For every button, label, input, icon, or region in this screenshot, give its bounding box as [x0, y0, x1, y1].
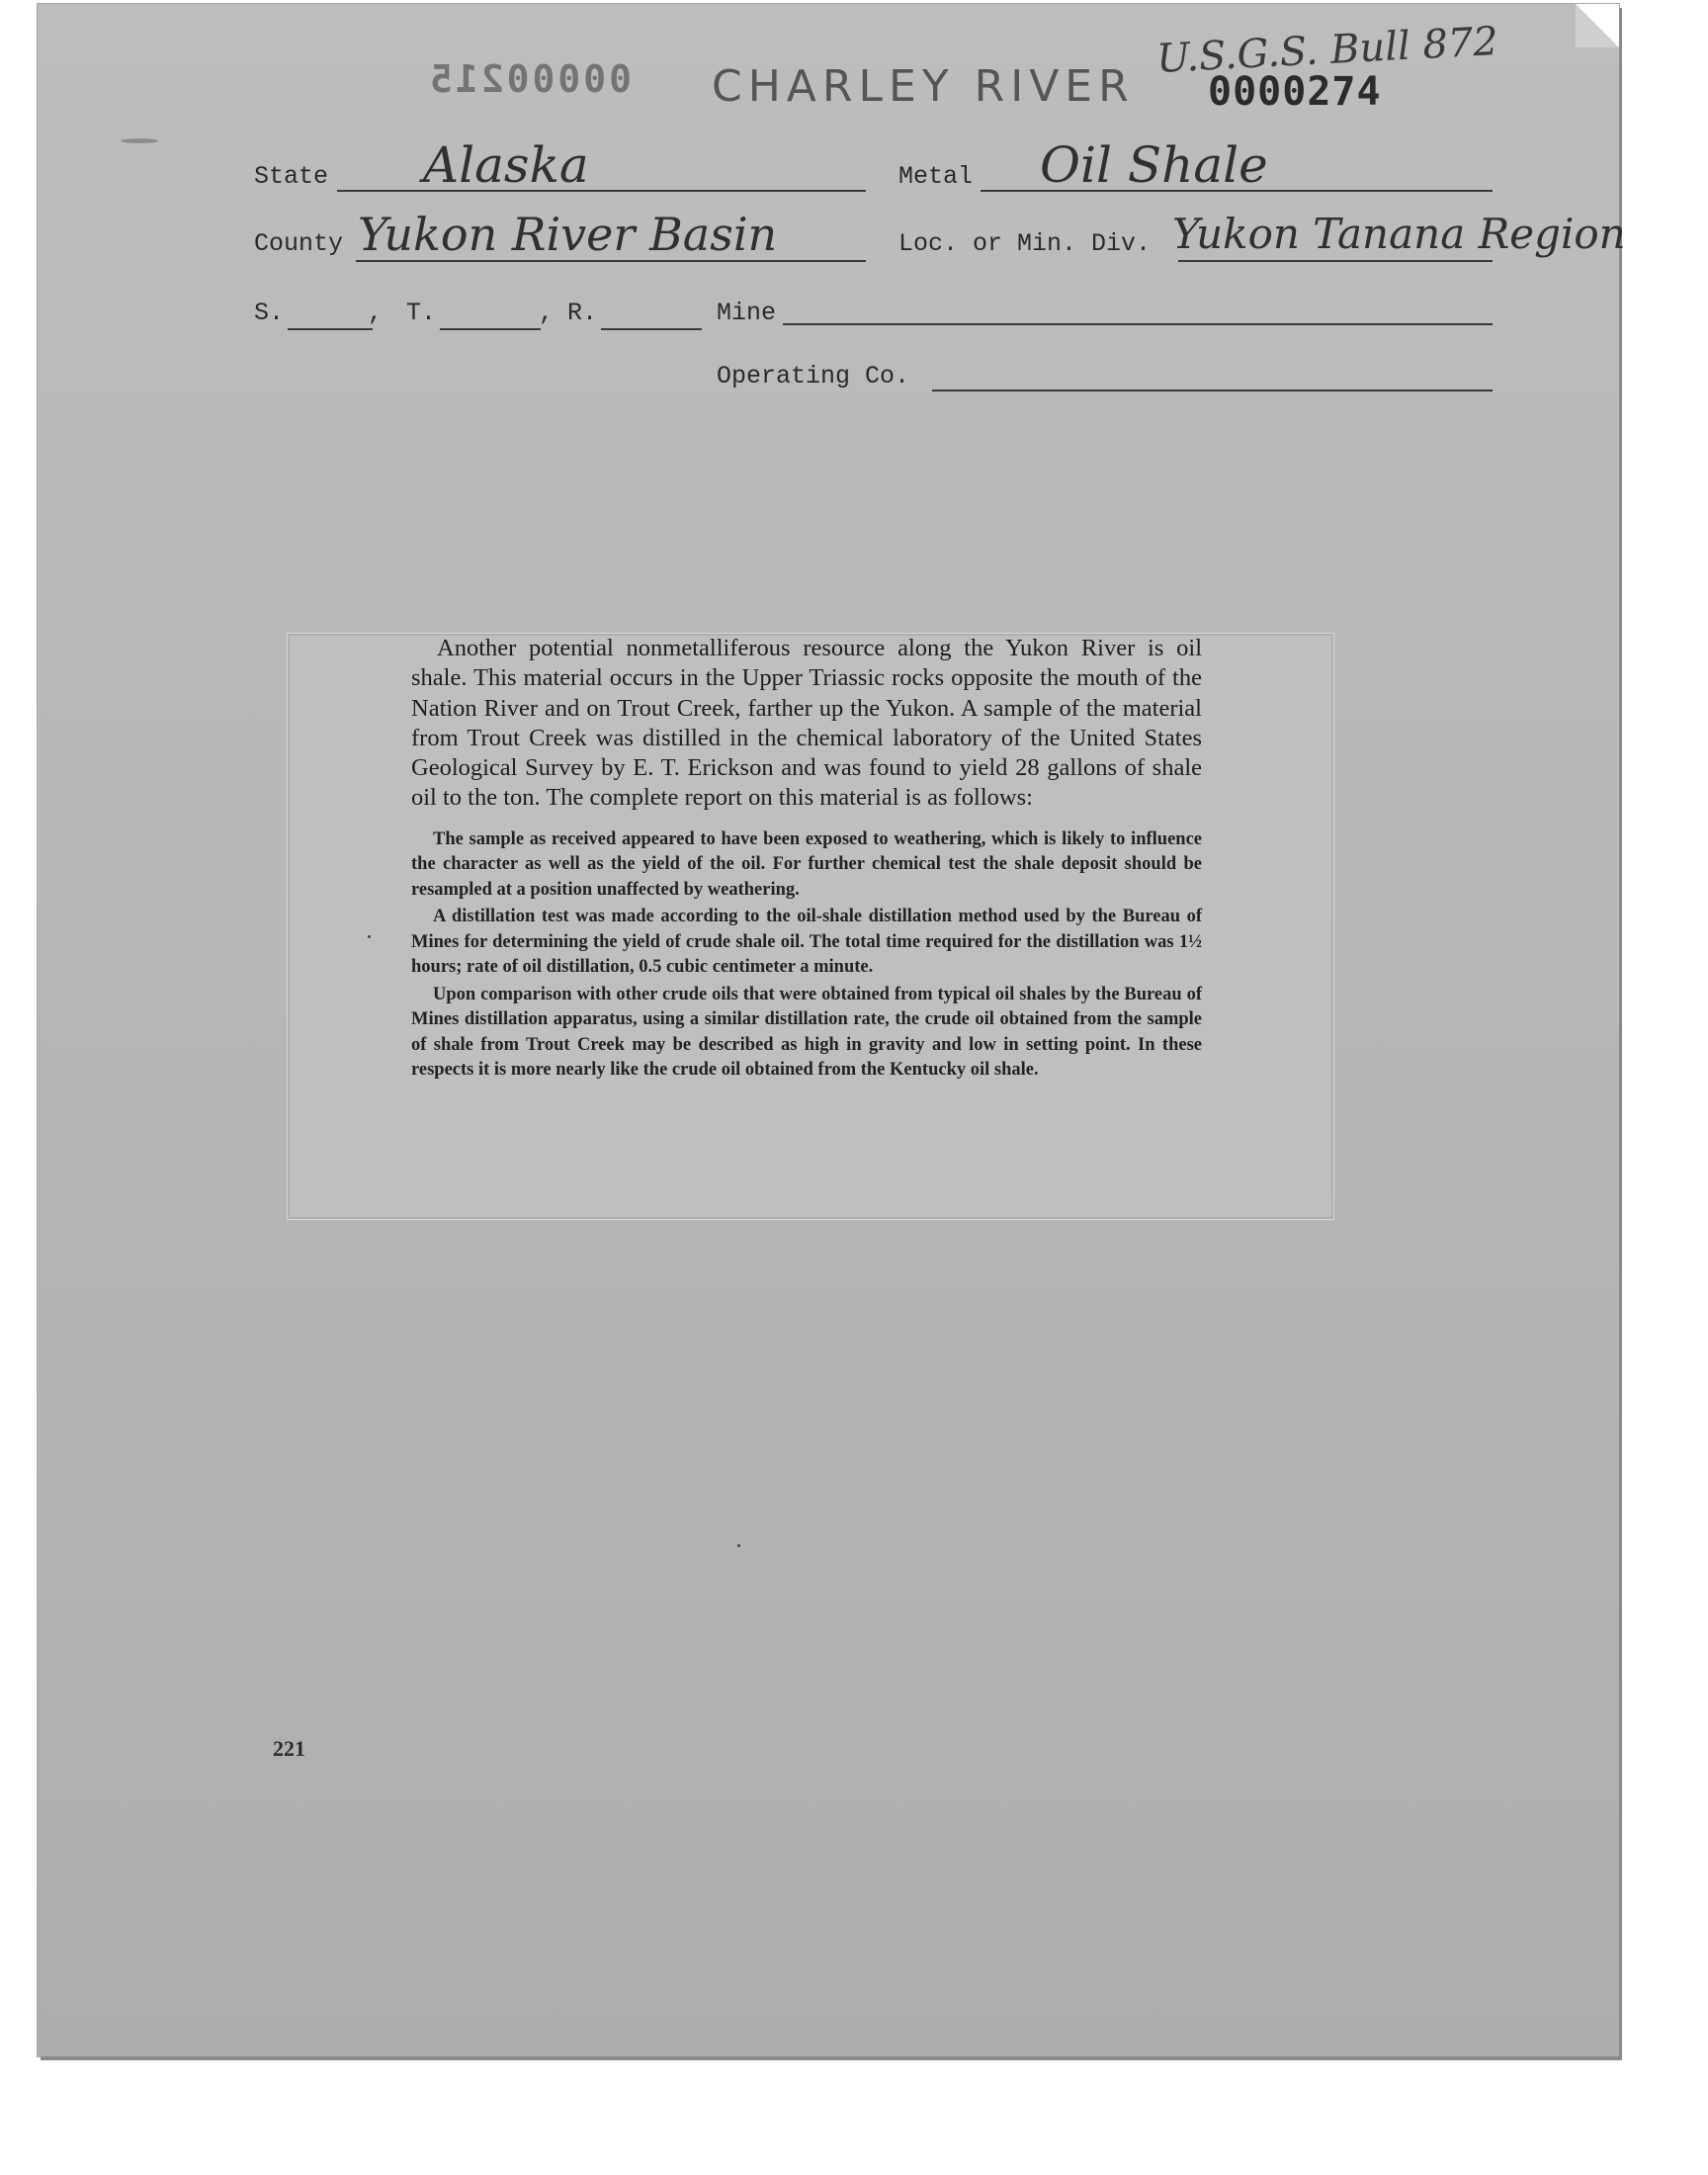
report-paragraph-weathering: The sample as received appeared to have been exposed to weathering, which is likely to influence the character as well as the yield of the oil. For further chemical test the shale deposit should be resampled at a position unaffected by weathering.: [411, 828, 1202, 900]
clipping-text: [411, 634, 1202, 1086]
t-line: [440, 328, 541, 330]
report-paragraph-comparison: Upon comparison with other crude oils that were obtained from typical oil shales by the Bureau of Mines distillation apparatus, using a similar distillation rate, the crude oil obtained from the sample of shale from Trout Creek may be described as high in gravity and low in setting point. In these respects it is more nearly like the crude oil obtained from the Kentucky oil shale.: [411, 984, 1202, 1081]
scan-mark: [121, 138, 158, 143]
loc-label: Loc. or Min. Div.: [898, 229, 1152, 258]
handwritten-reference: U.S.G.S. Bull 872: [1155, 18, 1499, 83]
page-number: 221: [273, 1736, 305, 1761]
handwritten-river-note: CHARLEY RIVER: [712, 61, 1135, 112]
t-label: T.: [406, 299, 437, 327]
folded-corner: [1576, 4, 1619, 47]
state-line: [337, 190, 866, 192]
mine-line: [783, 323, 1493, 325]
r-label: R.: [567, 299, 598, 327]
t-comma: ,: [539, 299, 555, 327]
scan-speck: [737, 1544, 740, 1547]
report-paragraph-distillation: A distillation test was made according to the oil-shale distillation method used by the Bureau of Mines for determining the yield of crude shale oil. The total time required for the distillation was 1½ hours; rate of oil distillation, 0.5 cubic centimeter a minute.: [411, 907, 1202, 978]
county-value: Yukon River Basin: [358, 208, 778, 261]
county-label: County: [254, 229, 344, 258]
clipping-main-paragraph: Another potential nonmetalliferous resource along the Yukon River is oil shale. This material occurs in the Upper Triassic rocks opposite the mouth of the Nation River and on Trout Creek, farther up the Yukon. A sample of the material from Trout Creek was distilled in the chemical laboratory of the United States Geological Survey by E. T. Erickson and was found to yield 28 gallons of shale oil to the ton. The complete report on this material is as follows:: [411, 635, 1202, 812]
state-value: Alaska: [423, 136, 589, 194]
mirrored-stamp: 00000215: [427, 57, 633, 101]
s-label: S.: [254, 299, 285, 327]
s-comma: ,: [368, 299, 384, 327]
r-line: [601, 328, 702, 330]
s-line: [288, 328, 373, 330]
mine-label: Mine: [717, 299, 777, 327]
loc-value: Yukon Tanana Region: [1172, 210, 1626, 258]
pasted-clipping: [287, 633, 1334, 1220]
state-label: State: [254, 162, 329, 191]
operating-co-line: [932, 390, 1493, 392]
scan-speck: [368, 935, 371, 938]
operating-co-label: Operating Co.: [717, 362, 910, 391]
loc-line: [1178, 260, 1493, 262]
stamp-number: 0000274: [1208, 69, 1382, 115]
metal-label: Metal: [898, 162, 974, 191]
metal-value: Oil Shale: [1040, 136, 1268, 194]
